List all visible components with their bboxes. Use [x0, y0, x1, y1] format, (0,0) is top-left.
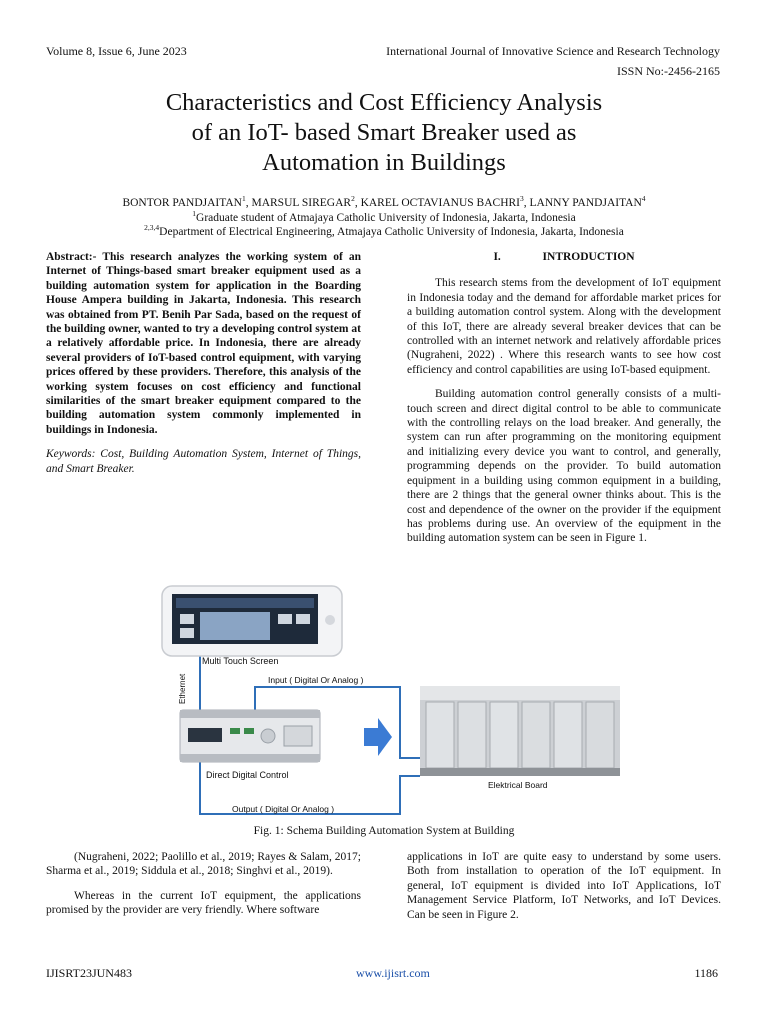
affiliation-1	[30, 211, 738, 225]
input-label: Input ( Digital Or Analog )	[268, 675, 364, 685]
board-label: Elektrical Board	[488, 780, 548, 790]
electrical-board-photo	[420, 686, 620, 776]
journal-name: International Journal of Innovative Science and Research Technology	[386, 44, 720, 58]
figure-1-diagram	[160, 580, 630, 820]
touch-screen-device	[162, 586, 342, 656]
ethernet-label: Ethernet	[178, 673, 187, 704]
flow-arrow	[364, 718, 392, 756]
title-line: of an IoT- based Smart Breaker used as	[191, 119, 577, 146]
figure-caption: Fig. 1: Schema Building Automation System at Building	[253, 825, 515, 837]
journal-website-link[interactable]: www.ijisrt.com	[356, 966, 430, 980]
intro-paragraph-1: This research stems from the development of IoT equipment in Indonesia today and the demand for affordable market prices for a building automation control system. Along with the development of this IoT, there are already several breaker devices that can be controlled with an internet network and relatively affordable prices (Nugraheni, 2022) . Where this research wants to see how cost efficiency and control capabilities are using IoT-based equipment.	[407, 277, 721, 376]
output-label: Output ( Digital Or Analog )	[232, 804, 335, 814]
intro-paragraph-2: Building automation control generally consists of a multi-touch screen and direct digital control to be able to communicate with the controlling relays on the load breaker. And generally, the system can run after programming on the monitoring equipment and initializing every device you want to control, and generally, programming depends on the provider. To build automation equipment in a building using common equipment in a building, there are 2 things that the general owner thinks about. This is the cost and dependence of the owner on the provider if the equipment has problems during use. An overview of the equipment in the building automation system can be seen in Figure 1.	[407, 388, 721, 545]
volume-issue: Volume 8, Issue 6, June 2023	[46, 44, 187, 58]
author-sup: 2	[351, 194, 355, 204]
software-paragraph: Whereas in the current IoT equipment, the applications promised by the provider are very friendly. Where software	[46, 889, 361, 917]
keywords	[46, 447, 361, 476]
author-list	[30, 196, 738, 211]
citation-paragraph: (Nugraheni, 2022; Paolillo et al., 2019; Rayes & Salam, 2017; Sharma et al., 2019; Siddula et al., 2018; Singhvi et al., 2019).	[46, 851, 361, 878]
page-number: 1186	[694, 966, 718, 980]
ddc-label: Direct Digital Control	[206, 770, 289, 780]
author-name: BONTOR PANDJAITAN	[122, 197, 242, 209]
abstract: Abstract:- This research analyzes the working system of an Internet of Things-based smart breaker equipment used as a building automation system for application in the Boarding House Ampera building in Jakarta, Indonesia. This research was obtained from PT. Benih Par Sada, based on the request of the building owner, wanted to try a developing control system at a relatively affordable price. In Indonesia, there are already several providers of IoT-based control equipment, with varying prices offered by these providers. Therefore, this analysis of the working system focuses on cost efficiency and functional similarities of the smart breaker equipment compared to the building automation system commonly implemented in buildings in Indonesia.	[46, 251, 361, 436]
figure-1	[160, 580, 630, 820]
ddc-controller-device	[180, 710, 320, 762]
lower-right-column	[407, 850, 721, 932]
paper-title	[60, 88, 708, 178]
author-sup: 1	[241, 194, 246, 204]
keywords-text: : Cost, Building Automation System, Internet of Things, and Smart Breaker.	[46, 448, 361, 475]
paper-id: IJISRT23JUN483	[46, 966, 132, 980]
author-name: , KAREL OCTAVIANUS BACHRI	[354, 197, 521, 209]
keywords-label: Keywords	[46, 448, 92, 461]
aff-sup: 2,3,4	[144, 223, 160, 233]
author-sup: 3	[520, 194, 524, 204]
section-title: INTRODUCTION	[542, 251, 635, 263]
aff-text: Department of Electrical Engineering, Atmajaya Catholic University of Indonesia, Jakarta, Indonesia	[159, 226, 624, 238]
multi-touch-label: Multi Touch Screen	[202, 656, 279, 666]
intro-column	[407, 250, 721, 556]
issn: ISSN No:-2456-2165	[616, 64, 720, 78]
title-line: Automation in Buildings	[262, 149, 506, 176]
section-heading	[407, 250, 721, 264]
iot-paragraph: applications in IoT are quite easy to understand by some users. Both from installation to operation of the IoT equipment. In general, IoT equipment is divided into IoT Applications, IoT Management Service Platform, IoT Networks, and IoT Devices. Can be seen in Figure 2.	[407, 851, 721, 921]
author-name: , MARSUL SIREGAR	[245, 197, 352, 209]
aff-sup: 1	[192, 209, 197, 219]
author-sup: 4	[641, 194, 646, 204]
title-line: Characteristics and Cost Efficiency Analysis	[165, 89, 603, 116]
section-number: I.	[493, 251, 501, 263]
lower-left-column	[46, 850, 361, 928]
aff-text: Graduate student of Atmajaya Catholic University of Indonesia, Jakarta, Indonesia	[196, 212, 576, 224]
abstract-column	[46, 250, 361, 486]
author-name: , LANNY PANDJAITAN	[523, 197, 642, 209]
affiliation-2	[30, 225, 738, 239]
